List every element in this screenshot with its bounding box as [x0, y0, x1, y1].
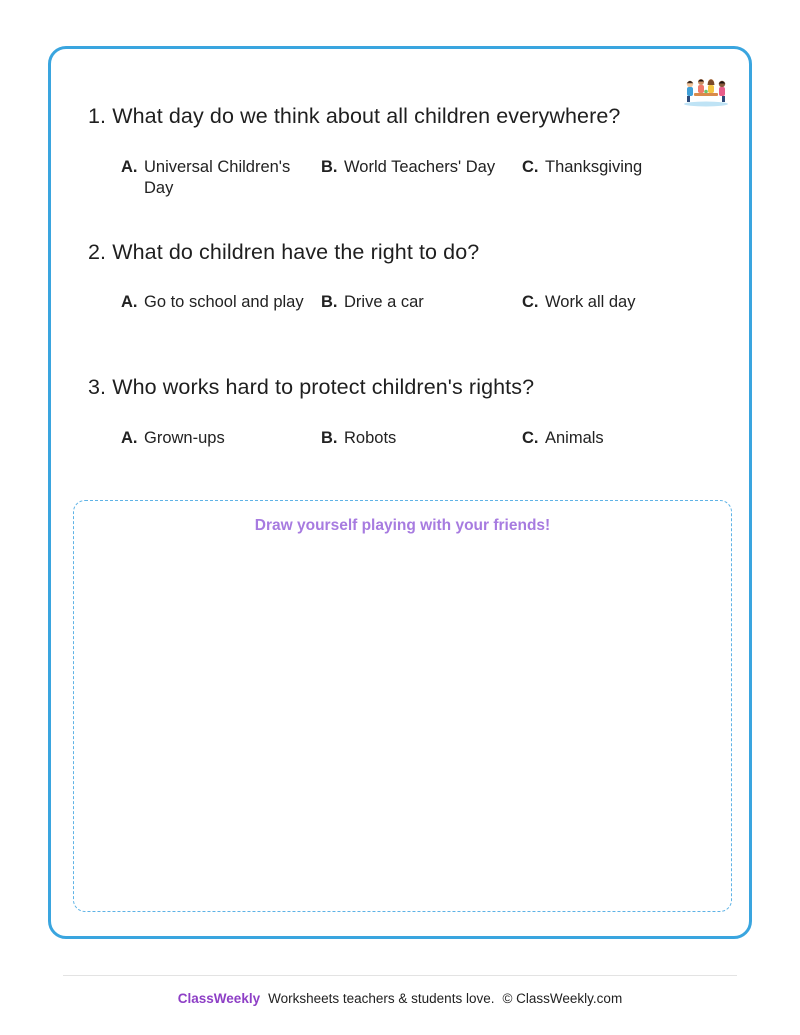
option-letter: C.	[522, 293, 539, 311]
question-3-option-c[interactable]	[522, 428, 717, 449]
footer-copyright: © ClassWeekly.com	[502, 991, 623, 1006]
option-letter: C.	[522, 158, 539, 176]
option-text: Go to school and play	[144, 293, 304, 311]
option-text: Universal Children's Day	[144, 158, 291, 197]
question-1-option-b[interactable]	[321, 157, 516, 178]
option-text: Robots	[344, 429, 397, 447]
question-2-option-a[interactable]	[121, 292, 311, 313]
option-letter: B.	[321, 158, 338, 176]
option-letter: C.	[522, 429, 539, 447]
question-3-text: 3. Who works hard to protect children's rights?	[88, 375, 535, 399]
question-3-option-b[interactable]	[321, 428, 516, 449]
option-letter: A.	[121, 293, 138, 311]
drawing-area[interactable]	[73, 500, 732, 912]
question-1-option-c[interactable]	[522, 157, 717, 178]
option-letter: B.	[321, 293, 338, 311]
children-playing-illustration-icon	[682, 75, 730, 107]
option-letter: A.	[121, 158, 138, 176]
footer-tagline: Worksheets teachers & students love.	[268, 991, 495, 1006]
option-text: Grown-ups	[144, 429, 225, 447]
question-2-option-b[interactable]	[321, 292, 516, 313]
question-1-text: 1. What day do we think about all children everywhere?	[88, 104, 621, 128]
option-text: Animals	[545, 429, 604, 447]
footer-divider	[63, 975, 737, 976]
option-text: Work all day	[545, 293, 636, 311]
footer	[0, 991, 800, 1006]
option-text: Drive a car	[344, 293, 424, 311]
option-text: Thanksgiving	[545, 158, 643, 176]
question-2-text: 2. What do children have the right to do?	[88, 240, 480, 264]
question-2-option-c[interactable]	[522, 292, 717, 313]
option-letter: B.	[321, 429, 338, 447]
drawing-prompt: Draw yourself playing with your friends!	[254, 517, 551, 534]
footer-brand: ClassWeekly	[177, 991, 261, 1006]
option-text: World Teachers' Day	[344, 158, 496, 176]
question-3-option-a[interactable]	[121, 428, 311, 449]
option-letter: A.	[121, 429, 138, 447]
question-1-option-a[interactable]	[121, 157, 311, 199]
